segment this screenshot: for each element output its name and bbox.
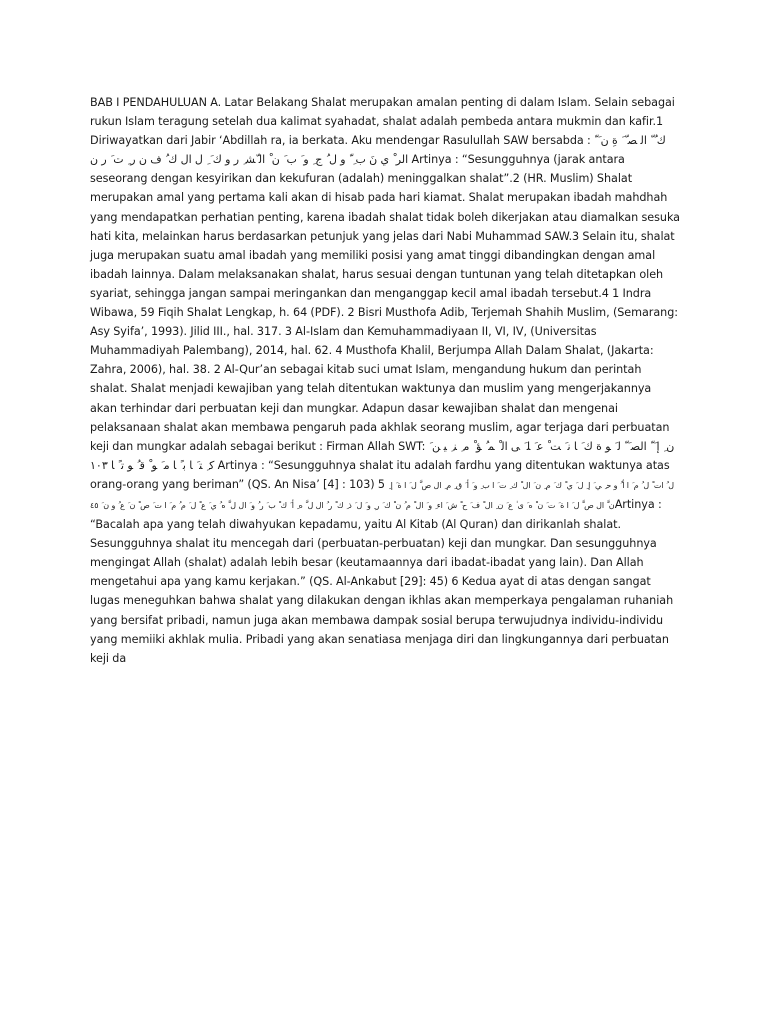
arabic-verse-an-nisa: ﻥ ِ ﺇ َ ّ ﺍﻟﺼ َ ّ ﻟ َ ﻮ ﺓ ﻙ َ ﺎ ﻧ َ ﺖ ْ ﻋ َ ﻠ َ ﻰ ﺍﻟ ْ ﻤ ُ ﺆ ْ ﻣ ِ ﻨ ِ ﻴ ﻦ َ ﻛ ِ ﺘ َ ﺎ ﺑ ً ﺎ ﻣ َ ﻮ ْ ﻗ ُ ﻮ ﺗ ً ﺎ ١٠٣: [90, 439, 675, 472]
an-nisa-translation-text: Artinya : “Sesungguhnya shalat itu adalah fardhu yang ditentukan waktunya atas orang-orang yang beriman” (QS. An Nisa’ [4] : 103) 5: [90, 458, 670, 491]
arabic-hadith: ﻙ ُ ّ ﺍﻟ ﺼ ّ َ ﺓِ ﻥ َ ّ ﺍﻟﺮ ْ ﻱ ﻥَ ﺏ ِ ّ ﻭ ﻝ ُ ﺝ ِ ﻭ َ ﺏ َ ﻥ ْ ﺍﻟ ّﺸ ِ ﺭ ﻭ ﻙ َ ِ ﻝ ﺍﻝ ﻙ ُ ﻑ ﻥ ﺭ ِ ﺕ َ ﺭ ﻥ: [90, 134, 666, 167]
document-body: [90, 93, 680, 668]
body-paragraph: [90, 93, 680, 668]
arabic-verse-al-ankabut: ﻝ ُ ﺍﺕ ْ ﻝ ُ ﻡ َ ﺍ ﺃ ُ ﻭ ﺣ ِ ﻲ َ ﺇ ِ ﻝ َ ﻱ ْ ﻙ َ ﻡ ِ ﻥ َ ﺍﻝ ْ ﻙ ِ ﺕ َ ﺍ ﺏ ِ ﻭ َ ﺃ َ ﻕ ِ ﻡ ِ ﺍﻝ ﺹ َّ ﻝ َ ﺍ ﺓ َ ﺇ ِ ﻥ َّ ﺍﻝ ﺹ َّ ﻝ َ ﺍ ﺓ َ ﺕ َ ﻥ ْ ﻩ َ ﻯ ٰ ﻉ َ ﻥ ِ ﺍﻝ ْ ﻑ َ ﺡ ْ ﺵ َ ﺍﺀ ِ ﻭ َ ﺍﻝ ْ ﻡ ُ ﻥ ْ ﻙ َ ﺭ ِ ﻭ َ ﻝ َ ﺫ ِ ﻙ ْ ﺭ ُ ﺍﻝ ﻝ َّ ﻩ ِ ﺃ َ ﻙ ْ ﺏ َ ﺭ ُ ﻭ َ ﺍﻝ ﻝ َّ ﻩ ُ ﻱ َ ﻉ ْ ﻝ َ ﻡ ُ ﻡ َ ﺍ ﺕ َ ﺹ ْ ﻥ َ ﻉ ُ ﻭ ﻥ َ ٤٥: [90, 480, 675, 510]
hadith-translation-text: Artinya : “Sesungguhnya (jarak antara seseorang dengan kesyirikan dan kekufuran (adalah) meninggalkan shalat”.2 (HR. Muslim) Shalat merupakan amal yang pertama kali akan di hisab pada hari kiamat. Shalat merupakan ibadah mahdhah yang mendapatkan perhatian penting, karena ibadah shalat tidak boleh dikerjakan atau diamalkan sesuka hati kita, melainkan harus berdasarkan petunjuk yang jelas dari Nabi Muhammad SAW.3 Selain itu, shalat juga merupakan suatu amal ibadah yang memiliki posisi yang amat tinggi dibandingkan dengan amal ibadah lainnya. Dalam melaksanakan shalat, harus sesuai dengan tuntunan yang telah ditetapkan oleh syariat, sehingga jangan sampai meringankan dan menganggap kecil amal ibadah tersebut.4 1 Indra Wibawa, 59 Fiqih Shalat Lengkap, h. 64 (PDF). 2 Bisri Musthofa Adib, Terjemah Shahih Muslim, (Semarang: Asy Syifa’, 1993). Jilid III., hal. 317. 3 Al-Islam dan Kemuhammadiyaan II, VI, IV, (Universitas Muhammadiyah Palembang), 2014, hal. 62. 4 Musthofa Khalil, Berjumpa Allah Dalam Shalat, (Jakarta: Zahra, 2006), hal. 38. 2 Al-Qur’an sebagai kitab suci umat Islam, mengandung hukum dan perintah shalat. Shalat menjadi kewajiban yang telah ditentukan waktunya dan muslim yang mengerjakannya akan terhindar dari perbuatan keji dan mungkar. Adapun dasar kewajiban shalat dan mengenai pelaksanaan shalat akan membawa pengaruh pada akhlak seorang muslim, agar terjaga dari perbuatan keji dan mungkar adalah sebagai berikut : Firman Allah SWT:: [90, 153, 680, 453]
intro-text: BAB I PENDAHULUAN A. Latar Belakang Shalat merupakan amalan penting di dalam Islam. Selain sebagai rukun Islam teragung setelah dua kalimat syahadat, shalat adalah pembeda antara mukmin dan kafir.1 Diriwayatkan dari Jabir ‘Abdillah ra, ia berkata. Aku mendengar Rasulullah SAW bersabda :: [90, 96, 675, 148]
al-ankabut-translation-text: Artinya : “Bacalah apa yang telah diwahyukan kepadamu, yaitu Al Kitab (Al Quran) dan dirikanlah shalat. Sesungguhnya shalat itu mencegah dari (perbuatan-perbuatan) keji dan mungkar. Dan sesungguhnya mengingat Allah (shalat) adalah lebih besar (keutamaannya dari ibadat-ibadat yang lain). Dan Allah mengetahui apa yang kamu kerjakan.” (QS. Al-Ankabut [29]: 45) 6 Kedua ayat di atas dengan sangat lugas meneguhkan bahwa shalat yang dilakukan dengan ikhlas akan memperkaya pengalaman ruhaniah yang bersifat pribadi, namun juga akan membawa dampak sosial berupa terwujudnya individu-individu yang memiiki akhlak mulia. Pribadi yang akan senatiasa menjaga diri dan lingkungannya dari perbuatan keji da: [90, 497, 674, 665]
